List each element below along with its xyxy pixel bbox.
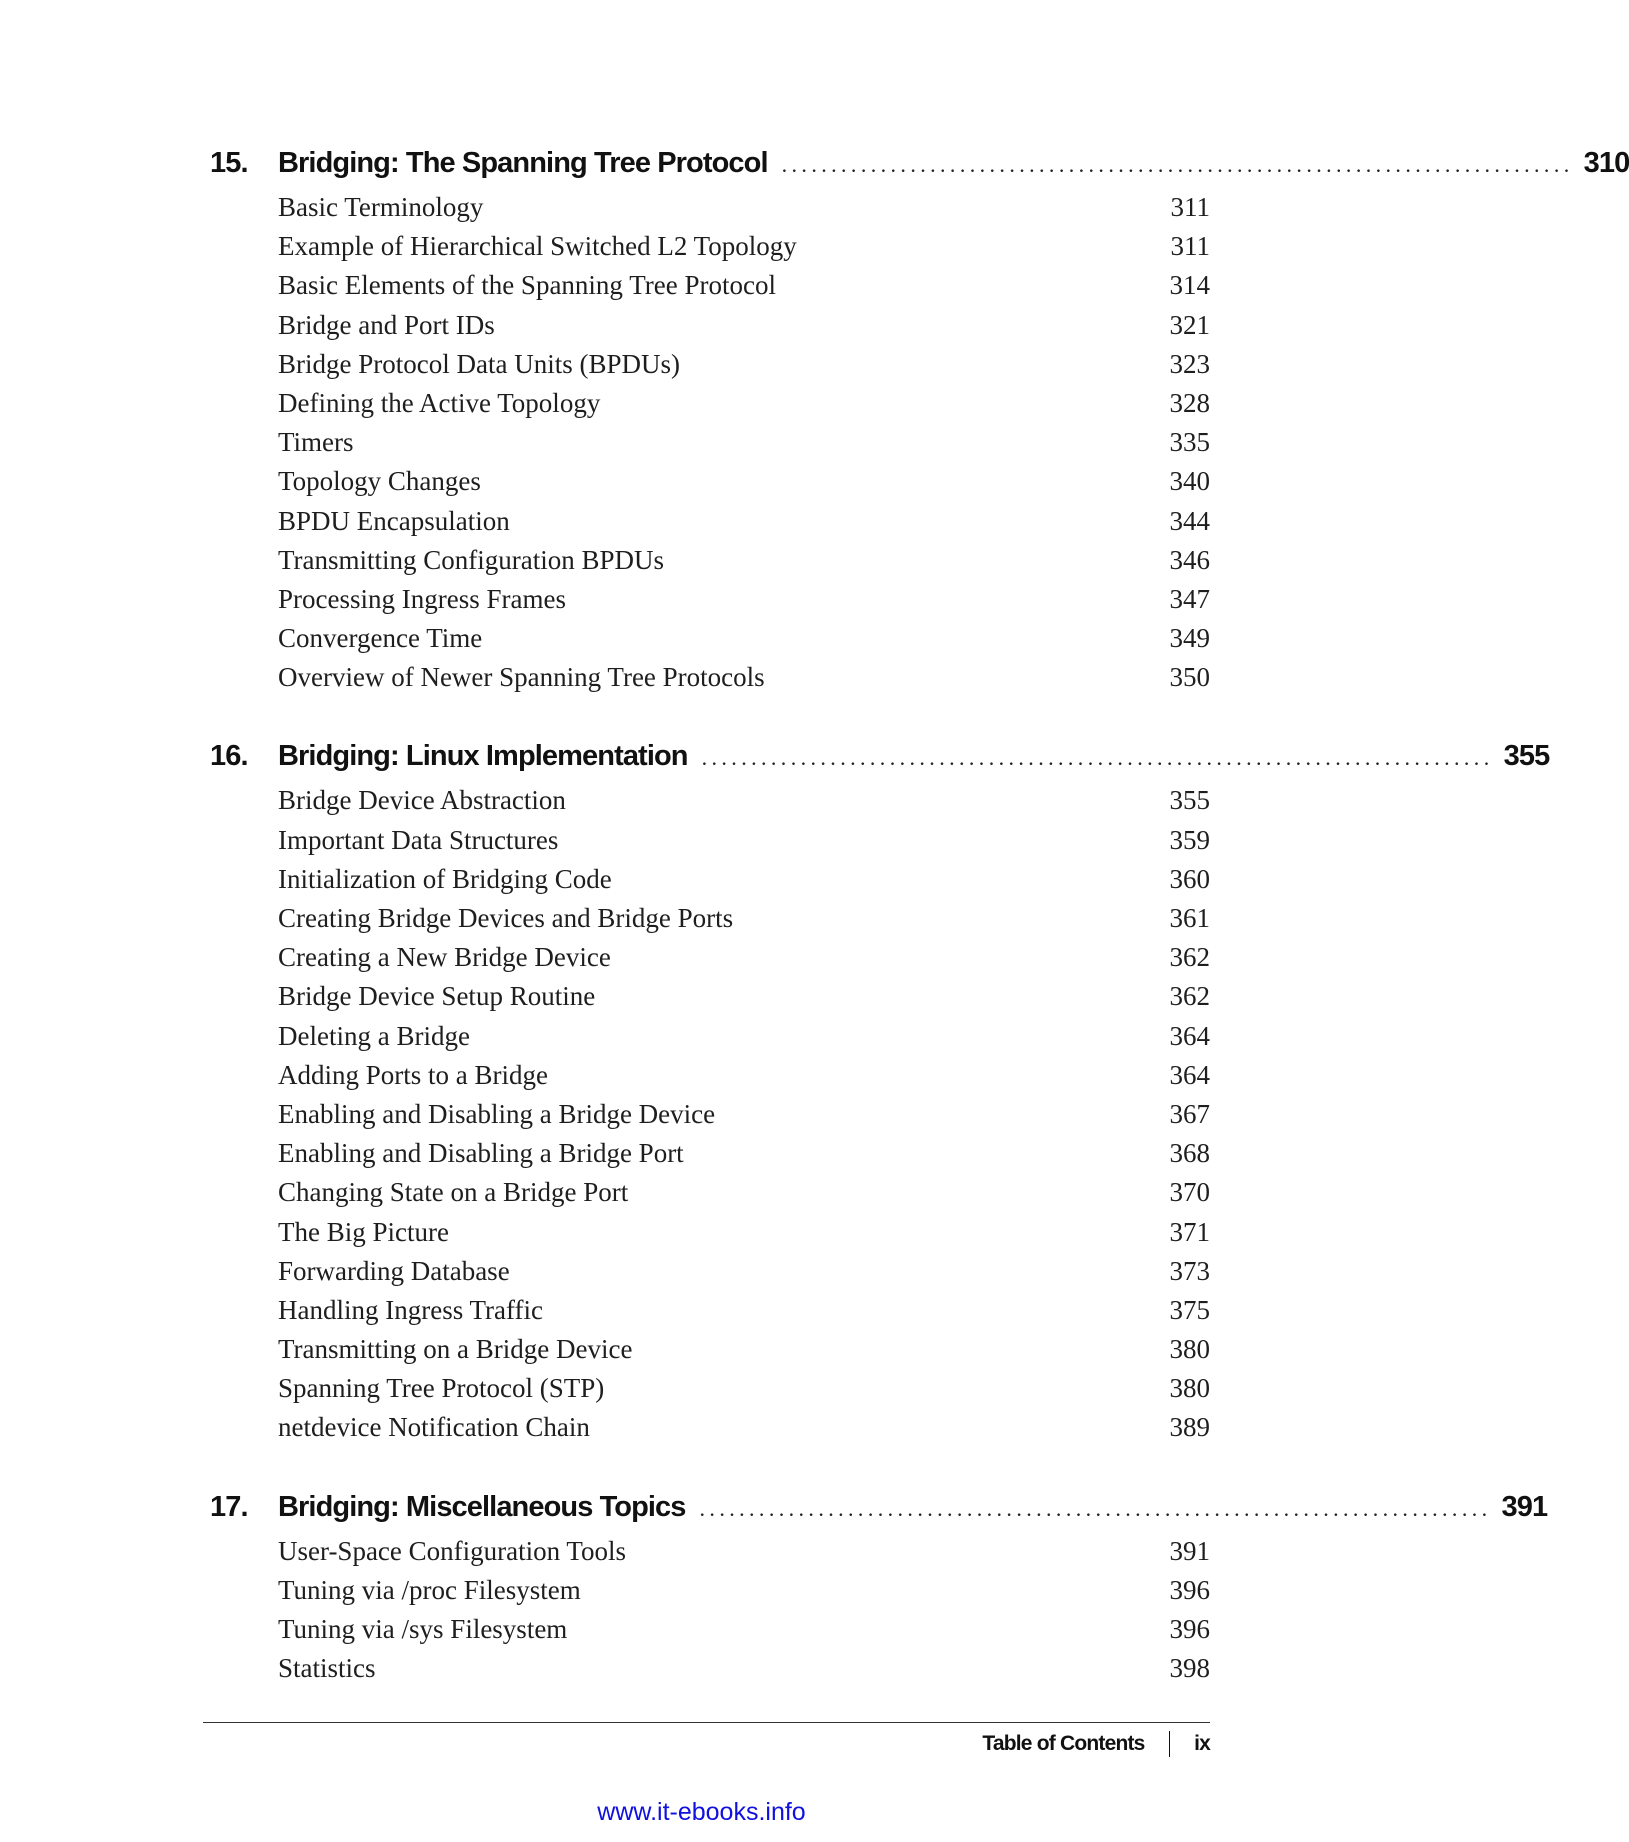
toc-entry-page-number: 371 [1169, 1216, 1210, 1247]
toc-entry-title: Processing Ingress Frames [278, 583, 566, 614]
toc-entry[interactable] [278, 384, 1210, 423]
toc-entry-page-number: 344 [1169, 505, 1210, 536]
chapter-title: Bridging: The Spanning Tree Protocol [278, 147, 768, 179]
toc-entry[interactable] [278, 658, 1210, 697]
toc-entry-title: Convergence Time [278, 623, 483, 654]
toc-entry-page-number: 367 [1169, 1098, 1210, 1129]
footer-separator [1169, 1731, 1171, 1757]
toc-entry[interactable] [278, 502, 1210, 541]
toc-entry[interactable] [278, 1610, 1210, 1649]
toc-entry[interactable] [278, 1173, 1210, 1212]
toc-entry[interactable] [278, 1532, 1210, 1571]
toc-entry-page-number: 380 [1169, 1373, 1210, 1404]
footer-divider [203, 1722, 1210, 1723]
chapter-heading[interactable] [210, 1482, 1548, 1532]
toc-entry-page-number: 346 [1169, 544, 1210, 575]
toc-entry-title: Transmitting on a Bridge Device [278, 1334, 633, 1365]
toc-entry-page-number: 364 [1169, 1059, 1210, 1090]
toc-entry-page-number: 361 [1169, 903, 1210, 933]
toc-entry-page-number: 364 [1169, 1020, 1210, 1051]
toc-entry[interactable] [278, 1056, 1210, 1095]
toc-entry-page-number: 396 [1169, 1614, 1210, 1644]
toc-entry-page-number: 360 [1169, 863, 1210, 894]
toc-entry-title: The Big Picture [278, 1216, 449, 1247]
toc-entry-page-number: 355 [1169, 785, 1210, 816]
toc-entry-page-number: 359 [1169, 824, 1210, 855]
toc-entry-title: Bridge Protocol Data Units (BPDUs) [278, 348, 680, 379]
footer-section-label: Table of Contents [982, 1732, 1145, 1755]
toc-entry-title: BPDU Encapsulation [278, 505, 510, 536]
toc-entry-page-number: 340 [1169, 466, 1210, 497]
toc-entry-title: Enabling and Disabling a Bridge Port [278, 1138, 684, 1169]
toc-entry[interactable] [278, 541, 1210, 580]
chapter-page-number: 310 [1583, 147, 1629, 179]
dot-leader: ................................................................................ [701, 745, 1494, 771]
table-of-contents [210, 138, 1629, 1688]
dot-leader: ................................................................................ [699, 1495, 1492, 1521]
dot-leader: ................................................................................ [781, 152, 1574, 177]
toc-entry-page-number: 375 [1169, 1294, 1210, 1325]
toc-entry[interactable] [278, 860, 1210, 899]
toc-entry-page-number: 362 [1169, 942, 1210, 973]
toc-entry-title: Example of Hierarchical Switched L2 Topology [278, 231, 797, 262]
toc-entry[interactable] [278, 619, 1210, 658]
toc-entry-title: Handling Ingress Traffic [278, 1294, 543, 1325]
toc-entry-title: Important Data Structures [278, 824, 559, 855]
chapter-heading[interactable] [210, 731, 1550, 781]
toc-entry-title: Tuning via /proc Filesystem [278, 1574, 581, 1605]
toc-entry[interactable] [278, 188, 1210, 227]
toc-entry-title: Initialization of Bridging Code [278, 863, 612, 894]
toc-entry-page-number: 314 [1169, 270, 1210, 301]
toc-entry-page-number: 350 [1169, 662, 1210, 693]
toc-entry[interactable] [278, 899, 1210, 938]
toc-entry-title: Enabling and Disabling a Bridge Device [278, 1098, 716, 1129]
watermark-link[interactable]: www.it-ebooks.info [597, 1798, 806, 1826]
toc-entry-page-number: 396 [1169, 1574, 1210, 1605]
chapter-page-number: 355 [1503, 740, 1550, 773]
toc-entry[interactable] [278, 580, 1210, 619]
chapter-section [210, 138, 1629, 697]
toc-entry[interactable] [278, 1369, 1210, 1408]
toc-entry[interactable] [278, 781, 1210, 820]
toc-entry[interactable] [278, 1134, 1210, 1173]
toc-entry-page-number: 389 [1169, 1412, 1210, 1443]
toc-entry-page-number: 323 [1169, 348, 1210, 379]
toc-entry-title: Creating Bridge Devices and Bridge Ports [278, 903, 734, 933]
toc-entry-title: Basic Elements of the Spanning Tree Protocol [278, 270, 776, 301]
toc-entry-title: Transmitting Configuration BPDUs [278, 544, 665, 575]
toc-entry-title: Bridge Device Abstraction [278, 785, 566, 816]
toc-entry-page-number: 373 [1169, 1255, 1210, 1286]
toc-entry-page-number: 349 [1169, 623, 1210, 654]
chapter-number: 17. [210, 1490, 248, 1523]
toc-entry-page-number: 362 [1169, 981, 1210, 1012]
toc-entry-page-number: 347 [1169, 583, 1210, 614]
chapter-page-number: 391 [1501, 1490, 1548, 1523]
chapter-section [210, 1482, 1548, 1689]
toc-entry[interactable] [278, 1330, 1210, 1369]
toc-entry[interactable] [278, 306, 1210, 345]
toc-entry[interactable] [278, 1095, 1210, 1134]
toc-entry-title: Topology Changes [278, 466, 481, 497]
toc-entry-title: Statistics [278, 1653, 376, 1684]
toc-entry[interactable] [278, 821, 1210, 860]
chapter-number: 16. [210, 740, 248, 773]
section-list [278, 1532, 1210, 1689]
toc-entry[interactable] [278, 227, 1210, 266]
toc-entry-title: Overview of Newer Spanning Tree Protocols [278, 662, 765, 693]
toc-entry-title: Basic Terminology [278, 192, 484, 222]
toc-entry-title: User-Space Configuration Tools [278, 1535, 627, 1566]
section-list [278, 781, 1210, 1447]
toc-entry-title: Adding Ports to a Bridge [278, 1059, 548, 1090]
toc-entry[interactable] [278, 1408, 1210, 1447]
toc-entry[interactable] [278, 938, 1210, 977]
toc-entry-title: Spanning Tree Protocol (STP) [278, 1373, 605, 1404]
toc-entry-page-number: 311 [1170, 231, 1210, 262]
toc-entry-page-number: 398 [1169, 1653, 1210, 1684]
toc-entry[interactable] [278, 1252, 1210, 1291]
toc-entry-page-number: 370 [1169, 1177, 1210, 1208]
toc-entry[interactable] [278, 1017, 1210, 1056]
toc-entry[interactable] [278, 1213, 1210, 1252]
toc-entry-title: Timers [278, 427, 354, 458]
toc-entry[interactable] [278, 345, 1210, 384]
toc-entry-title: Bridge and Port IDs [278, 309, 495, 340]
toc-entry-title: Creating a New Bridge Device [278, 942, 611, 973]
toc-entry-page-number: 368 [1169, 1138, 1210, 1169]
toc-entry-page-number: 328 [1169, 387, 1210, 418]
toc-entry-title: Deleting a Bridge [278, 1020, 470, 1051]
page-footer [982, 1724, 1210, 1764]
toc-entry[interactable] [278, 977, 1210, 1016]
toc-entry[interactable] [278, 423, 1210, 462]
toc-entry[interactable] [278, 462, 1210, 501]
chapter-title: Bridging: Linux Implementation [278, 740, 688, 773]
toc-entry-title: Tuning via /sys Filesystem [278, 1614, 568, 1644]
toc-entry-page-number: 391 [1169, 1535, 1210, 1566]
toc-entry-title: netdevice Notification Chain [278, 1412, 590, 1443]
chapter-section [210, 731, 1550, 1447]
toc-entry[interactable] [278, 1291, 1210, 1330]
toc-entry[interactable] [278, 1571, 1210, 1610]
toc-entry-page-number: 311 [1170, 192, 1210, 222]
toc-entry-title: Forwarding Database [278, 1255, 510, 1286]
toc-entry-page-number: 321 [1169, 309, 1210, 340]
toc-entry-title: Bridge Device Setup Routine [278, 981, 596, 1012]
toc-entry-page-number: 380 [1169, 1334, 1210, 1365]
section-list [278, 188, 1210, 697]
toc-entry-title: Changing State on a Bridge Port [278, 1177, 629, 1208]
footer-page-number: ix [1194, 1732, 1210, 1755]
chapter-title: Bridging: Miscellaneous Topics [278, 1490, 686, 1523]
toc-entry[interactable] [278, 1649, 1210, 1688]
toc-entry-page-number: 335 [1169, 427, 1210, 458]
toc-entry-title: Defining the Active Topology [278, 387, 601, 418]
chapter-number: 15. [210, 147, 248, 179]
chapter-heading[interactable] [210, 138, 1629, 188]
toc-entry[interactable] [278, 266, 1210, 305]
